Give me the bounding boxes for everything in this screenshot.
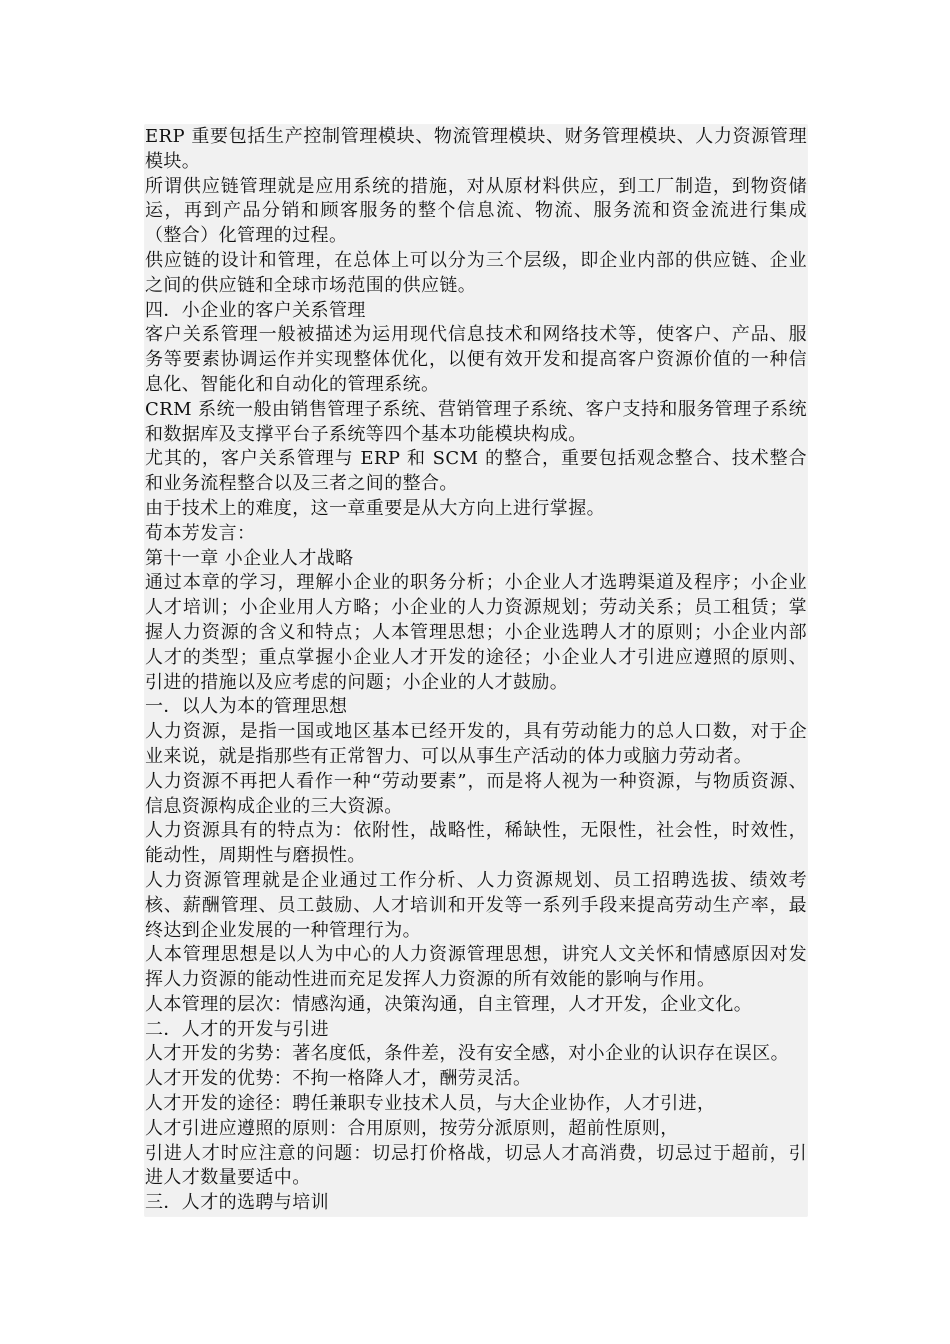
paragraph-supply-chain-levels: 供应链的设计和管理，在总体上可以分为三个层级，即企业内部的供应链、企业之间的供应链和全球市场范围的供应链。 (145, 249, 807, 296)
paragraph-hr-characteristics: 人力资源具有的特点为：依附性，战略性，稀缺性，无限性，社会性，时效性，能动性，周期性与磨损性。 (145, 820, 807, 867)
paragraph-talent-approaches: 人才开发的途径：聘任兼职专业技术人员，与大企业协作，人才引进， (145, 1093, 716, 1115)
section-heading-talent-selection: 三．人才的选聘与培训 (145, 1192, 329, 1214)
paragraph-difficulty-note: 由于技术上的难度，这一章重要是从大方向上进行掌握。 (145, 497, 605, 519)
paragraph-erp-modules: ERP 重要包括生产控制管理模块、物流管理模块、财务管理模块、人力资源管理模块。 (145, 126, 807, 172)
paragraph-people-management-levels: 人本管理的层次：情感沟通，决策沟通，自主管理，人才开发，企业文化。 (145, 993, 753, 1015)
section-heading-people-oriented: 一．以人为本的管理思想 (145, 696, 348, 718)
speaker-line: 荀本芳发言： (145, 522, 256, 544)
section-heading-talent-development: 二．人才的开发与引进 (145, 1018, 329, 1040)
paragraph-crm-system: CRM 系统一般由销售管理子系统、营销管理子系统、客户支持和服务管理子系统和数据库及支撑平台子系统等四个基本功能模块构成。 (145, 398, 807, 445)
paragraph-hr-resource-view: 人力资源不再把人看作一种“劳动要素”，而是将人视为一种资源，与物质资源、信息资源构成企业的三大资源。 (145, 770, 807, 817)
document-body (145, 125, 807, 1216)
paragraph-hr-definition: 人力资源，是指一国或地区基本已经开发的，具有劳动能力的总人口数，对于企业来说，就是指那些有正常智力、可以从事生产活动的体力或脑力劳动者。 (145, 721, 807, 767)
chapter-heading: 第十一章 小企业人才战略 (145, 547, 354, 569)
paragraph-chapter-objectives: 通过本章的学习，理解小企业的职务分析；小企业人才选聘渠道及程序；小企业人才培训；小企业用人方略；小企业的人力资源规划；劳动关系；员工租赁；掌握人力资源的含义和特点；人本管理思想；小企业选聘人才的原则；小企业内部人才的类型；重点掌握小企业人才开发的途径；小企业人才引进应遵照的原则、引进的措施以及应考虑的问题；小企业的人才鼓励。 (145, 572, 807, 693)
paragraph-hrm-definition: 人力资源管理就是企业通过工作分析、人力资源规划、员工招聘选拔、绩效考核、薪酬管理、员工鼓励、人才培训和开发等一系列手段来提高劳动生产率，最终达到企业发展的一种管理行为。 (145, 869, 807, 941)
paragraph-supply-chain-definition: 所谓供应链管理就是应用系统的措施，对从原材料供应，到工厂制造，到物资储运，再到产品分销和顾客服务的整个信息流、物流、服务流和资金流进行集成（整合）化管理的过程。 (145, 175, 807, 247)
paragraph-crm-integration: 尤其的，客户关系管理与 ERP 和 SCM 的整合，重要包括观念整合、技术整合和业务流程整合以及三者之间的整合。 (145, 448, 807, 495)
paragraph-crm-definition: 客户关系管理一般被描述为运用现代信息技术和网络技术等，使客户、产品、服务等要素协调运作并实现整体优化，以便有效开发和提高客户资源价值的一种信息化、智能化和自动化的管理系统。 (145, 324, 807, 395)
paragraph-talent-disadvantages: 人才开发的劣势：著名度低，条件差，没有安全感，对小企业的认识存在误区。 (145, 1043, 789, 1065)
section-heading-crm: 四．小企业的客户关系管理 (145, 299, 366, 321)
paragraph-people-management-thought: 人本管理思想是以人为中心的人力资源管理思想，讲究人文关怀和情感原因对发挥人力资源的能动性进而充足发挥人力资源的所有效能的影响与作用。 (145, 944, 807, 991)
paragraph-talent-advantages: 人才开发的优势：不拘一格降人才，酬劳灵活。 (145, 1068, 532, 1090)
paragraph-talent-principles: 人才引进应遵照的原则：合用原则，按劳分派原则，超前性原则， (145, 1117, 679, 1139)
paragraph-talent-cautions: 引进人才时应注意的问题：切忌打价格战，切忌人才高消费，切忌过于超前，引进人才数量要适中。 (145, 1142, 807, 1189)
